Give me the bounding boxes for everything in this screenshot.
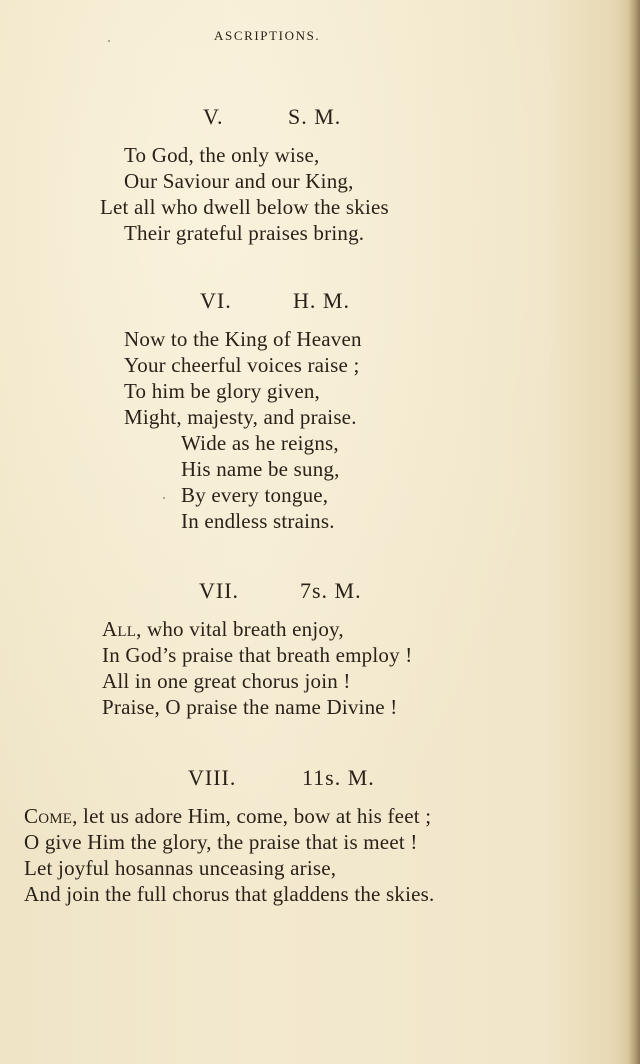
hymn-vi-meter: H. M. — [293, 288, 350, 313]
hymn-vii-line-1 — [102, 616, 344, 642]
hymn-vii-meter: 7s. M. — [300, 578, 362, 603]
hymn-v-line-2: Our Saviour and our King, — [124, 169, 354, 193]
hymn-vii-first-word: All, — [102, 617, 142, 641]
hymn-vi-line-1: Now to the King of Heaven — [124, 327, 362, 351]
hymn-vi-number: VI. — [200, 288, 232, 313]
hymn-vii-line-1-rest: who vital breath enjoy, — [141, 617, 344, 641]
hymn-vi-line-6: His name be sung, — [181, 457, 340, 481]
hymn-vi-line-2: Your cheerful voices raise ; — [124, 353, 360, 377]
hymn-vii-line-4: Praise, O praise the name Divine ! — [102, 695, 398, 719]
hymn-vi-line-4: Might, majesty, and praise. — [124, 405, 357, 429]
hymn-v-meter: S. M. — [288, 104, 342, 129]
ink-speck — [108, 40, 110, 42]
hymn-viii-line-2: O give Him the glory, the praise that is meet ! — [24, 830, 418, 854]
hymn-vii-number: VII. — [199, 578, 240, 603]
hymn-v-line-1: To God, the only wise, — [124, 143, 320, 167]
hymn-vii-line-3: All in one great chorus join ! — [102, 669, 351, 693]
hymn-vi-line-7: By every tongue, — [181, 483, 329, 507]
hymn-vi-line-3: To him be glory given, — [124, 379, 320, 403]
hymn-viii-first-word: Come, — [24, 804, 78, 828]
hymn-viii-line-3: Let joyful hosannas unceasing arise, — [24, 856, 337, 880]
hymn-viii-line-4: And join the full chorus that gladdens the skies. — [24, 882, 435, 906]
ink-speck — [163, 497, 165, 499]
hymn-viii-line-1 — [24, 803, 431, 829]
hymn-viii-line-1-rest: let us adore Him, come, bow at his feet ; — [77, 804, 432, 828]
page-edge-shadow — [628, 0, 640, 1064]
hymn-vi-line-5: Wide as he reigns, — [181, 431, 339, 455]
hymn-v-line-3: Let all who dwell below the skies — [100, 195, 389, 219]
hymn-vi-line-8: In endless strains. — [181, 509, 335, 533]
hymn-v-number: V. — [203, 104, 224, 129]
hymn-vii-line-2: In God’s praise that breath employ ! — [102, 643, 413, 667]
hymn-v-line-4: Their grateful praises bring. — [124, 221, 365, 245]
hymn-viii-meter: 11s. M. — [302, 765, 375, 790]
running-head: ASCRIPTIONS. — [214, 28, 321, 43]
hymn-viii-number: VIII. — [188, 765, 237, 790]
